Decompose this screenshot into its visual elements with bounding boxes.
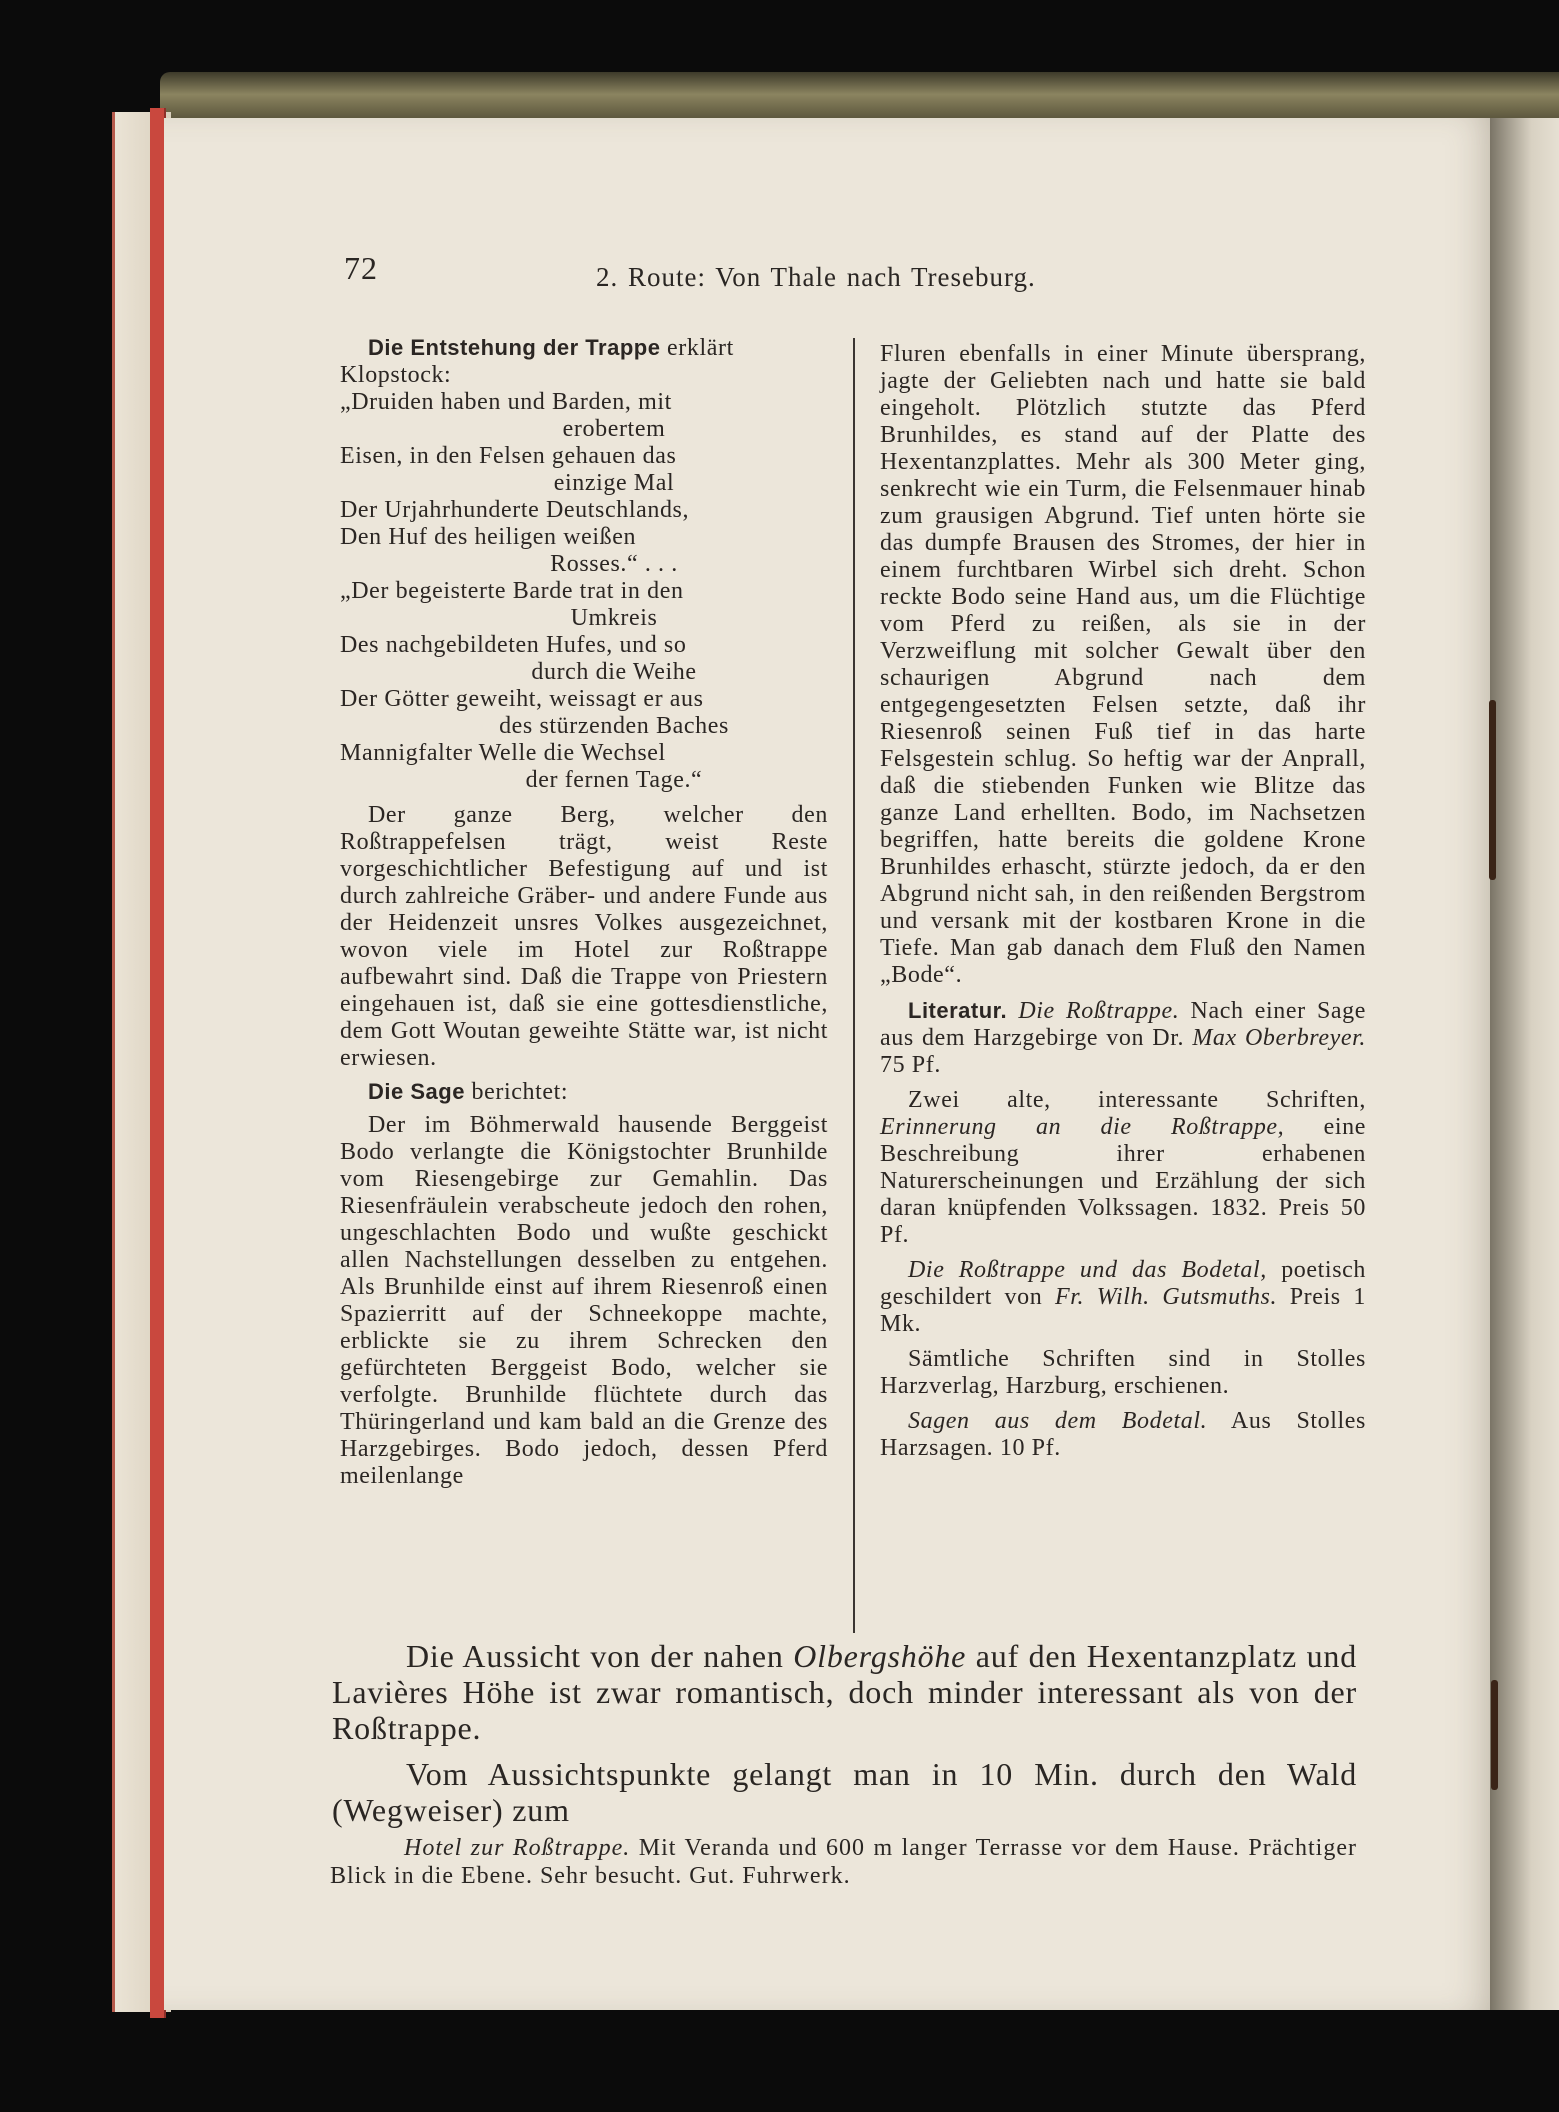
- sagen-title: Sagen aus dem Bodetal.: [908, 1408, 1208, 1434]
- bodetal-author: Fr. Wilh. Gutsmuths.: [1054, 1284, 1278, 1310]
- hotel-line: [330, 1834, 1357, 1890]
- right-column: [880, 341, 1366, 1462]
- column-divider: [853, 338, 855, 1633]
- bodetal-text: poetisch geschildert von: [880, 1257, 1366, 1310]
- weg-paragraph: Vom Aussichtspunkte gelangt man in 10 Min. durch den Wald (Wegweiser) zum: [332, 1756, 1357, 1828]
- poem-line: Mannigfalter Welle die Wechsel: [340, 740, 666, 766]
- hotel-paragraph: [330, 1834, 1357, 1890]
- poem-line-cont: erobertem: [562, 416, 666, 442]
- intro-bold: Die Entstehung der Trappe: [368, 335, 661, 360]
- book-gutter: [1490, 118, 1559, 2010]
- intro-paragraph: [340, 334, 828, 389]
- sage-rest: berichtet:: [464, 1079, 569, 1105]
- sagen-text: Aus Stolles Harzsagen. 10 Pf.: [880, 1408, 1366, 1461]
- binding-thread: [1489, 700, 1496, 880]
- schriften-text-2: eine Beschreibung ihrer erhabenen Naturerscheinungen und Erzählung der sich daran knüpfenden Volkssagen. 1832. Preis 50 Pf.: [880, 1114, 1366, 1248]
- poem: [340, 389, 828, 794]
- poem-line-cont: Umkreis: [570, 605, 658, 631]
- bodetal-paragraph: [880, 1257, 1366, 1338]
- poem-line: Der Urjahrhunderte Deutschlands,: [340, 497, 690, 523]
- intro-line2: Klopstock:: [340, 362, 452, 388]
- poem-line-cont: der fernen Tage.“: [525, 767, 703, 793]
- intro-rest: erklärt: [660, 335, 734, 361]
- literature-paragraph: [880, 997, 1366, 1079]
- sage-heading: [340, 1078, 828, 1106]
- poem-line: Der Götter geweiht, weissagt er aus: [340, 686, 704, 712]
- verlag-paragraph: Sämtliche Schriften sind in Stolles Harzverlag, Harzburg, erschienen.: [880, 1346, 1366, 1399]
- schriften-title: Erinnerung an die Roßtrappe,: [880, 1114, 1285, 1140]
- poem-line: „Der begeisterte Barde trat in den: [340, 578, 684, 604]
- poem-line-cont: Rosses.“ . . .: [550, 551, 678, 577]
- literature-price: 75 Pf.: [880, 1052, 941, 1078]
- poem-line: „Druiden haben und Barden, mit: [340, 389, 672, 415]
- sage-paragraph: Der im Böhmerwald hausende Berggeist Bodo verlangte die Königstochter Brunhilde vom Riesengebirge zur Gemahlin. Das Riesenfräulein verabscheute jedoch den rohen, ungeschlachten Bodo und wußte geschickt allen Nachstellungen desselben zu entgehen. Als Brunhilde einst auf ihrem Riesenroß einen Spazierritt auf der Schneekoppe machte, erblickte sie zu ihrem Schrecken den gefürchteten Berggeist Bodo, welcher sie verfolgte. Brunhilde flüchtete durch das Thüringerland und kam bald an die Grenze des Harzgebirges. Bodo jedoch, dessen Pferd meilenlange: [340, 1112, 828, 1489]
- bodetal-title: Die Roßtrappe und das Bodetal,: [908, 1257, 1267, 1283]
- poem-line: Eisen, in den Felsen gehauen das: [340, 443, 677, 469]
- poem-line-cont: einzige Mal: [553, 470, 675, 496]
- aussicht-text: Die Aussicht von der nahen: [406, 1638, 794, 1674]
- poem-line-cont: durch die Weihe: [531, 659, 697, 685]
- poem-line-cont: des stürzenden Baches: [499, 713, 729, 739]
- literature-text: Nach einer Sage aus dem Harzgebirge von Dr.: [880, 998, 1366, 1051]
- literature-title: Die Roßtrappe.: [1018, 998, 1180, 1024]
- hotel-text: Mit Veranda und 600 m langer Terrasse vor dem Hause. Prächtiger Blick in die Ebene. Sehr besucht. Gut. Fuhrwerk.: [330, 1835, 1357, 1889]
- bottom-text: [332, 1638, 1357, 1828]
- schriften-text: Zwei alte, interessante Schriften,: [908, 1087, 1366, 1113]
- running-head: 2. Route: Von Thale nach Treseburg.: [596, 262, 1036, 292]
- berg-paragraph: Der ganze Berg, welcher den Roßtrappefelsen trägt, weist Reste vorgeschichtlicher Befestigung auf und ist durch zahlreiche Gräber- und andere Funde aus der Heidenzeit unsres Volkes ausgezeichnet, wovon viele im Hotel zur Roßtrappe aufbewahrt sind. Daß die Trappe von Priestern eingehauen ist, daß sie eine gottesdienstliche, dem Gott Woutan geweihte Stätte war, ist nicht erwiesen.: [340, 802, 828, 1071]
- literature-label: Literatur.: [908, 998, 1008, 1023]
- left-column: [340, 334, 828, 1490]
- literature-author: Max Oberbreyer.: [1192, 1025, 1366, 1051]
- aussicht-place: Olbergshöhe: [793, 1638, 967, 1674]
- sage-continuation: Fluren ebenfalls in einer Minute übersprang, jagte der Geliebten nach und hatte sie bald eingeholt. Plötzlich stutzte das Pferd Brunhildes, es stand auf der Platte des Hexentanzplattes. Mehr als 300 Meter ging, senkrecht wie ein Turm, die Felsenmauer hinab zum grausigen Abgrund. Tief unten hörte sie das dumpfe Brausen des Stromes, der hier in einem furchtbaren Wirbel sich dreht. Schon reckte Bodo seine Hand aus, um die Flüchtige vom Pferd zu reißen, als sie in der Verzweiflung mit solcher Gewalt über den schaurigen Abgrund nach dem entgegengesetzten Felsen setzte, daß ihr Riesenroß seinen Fuß tief in das harte Felsgestein schlug. So heftig war der Anprall, daß die stiebenden Funken wie Blitze das ganze Land erhellten. Bodo, im Nachsetzen begriffen, hatte bereits die goldene Krone Brunhildes erhascht, stürzte jedoch, da er den Abgrund nicht sah, in den reißenden Bergstrom und versank mit der kostbaren Krone in die Tiefe. Man gab danach dem Fluß den Namen „Bode“.: [880, 341, 1366, 988]
- sage-bold: Die Sage: [368, 1079, 465, 1104]
- hotel-name: Hotel zur Roßtrappe.: [404, 1835, 631, 1861]
- poem-line: Den Huf des heiligen weißen: [340, 524, 637, 550]
- binding-thread: [1491, 1680, 1498, 1790]
- page-number: 72: [344, 250, 378, 286]
- aussicht-paragraph: [332, 1638, 1357, 1746]
- aussicht-text-2: auf den Hexentanzplatz und Lavières Höhe ist zwar romantisch, doch minder interessant als von der Roßtrappe.: [332, 1638, 1357, 1746]
- schriften-paragraph: [880, 1087, 1366, 1249]
- sagen-paragraph: [880, 1408, 1366, 1462]
- poem-line: Des nachgebildeten Hufes, und so: [340, 632, 687, 658]
- bodetal-price: Preis 1 Mk.: [880, 1284, 1366, 1337]
